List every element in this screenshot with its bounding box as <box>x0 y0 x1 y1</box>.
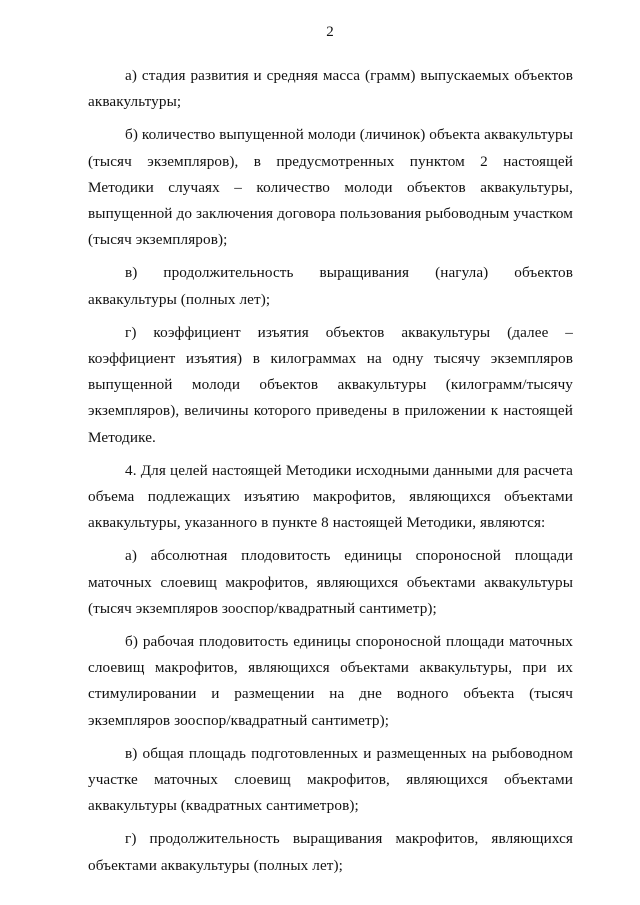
paragraph-4-macrophytes-source-data: 4. Для целей настоящей Методики исходными данными для расчета объема подлежащих изъятию макрофитов, являющихся объектами аквакультуры, указанного в пункте 8 настоящей Методики, являются: <box>88 461 573 532</box>
page-number: 2 <box>326 24 334 40</box>
paragraph-4b-working-fecundity: б) рабочая плодовитость единицы спороносной площади маточных слоевищ макрофитов, являющихся объектами аквакультуры, при их стимулировании и размещении на дне водного объекта (тысяч экземпляров зооспор/квадратный сантиметр); <box>88 633 573 729</box>
paragraph-3b-released-juveniles: б) количество выпущенной молоди (личинок) объекта аквакультуры (тысяч экземпляров), в предусмотренных пунктом 2 настоящей Методики случаях – количество молоди объектов аквакультуры, выпущенной до заключения договора пользования рыбоводным участком (тысяч экземпляров); <box>88 126 574 249</box>
document-body <box>88 63 573 879</box>
paragraph-3a-stage-and-mass: а) стадия развития и средняя масса (грамм) выпускаемых объектов аквакультуры; <box>88 67 573 111</box>
paragraph-3g-harvest-coefficient: г) коэффициент изъятия объектов аквакультуры (далее – коэффициент изъятия) в килограммах на одну тысячу экземпляров выпущенной молоди объектов аквакультуры (килограмм/тысячу экземпляров), величины которого приведены в приложении к настоящей Методике. <box>88 323 573 446</box>
paragraph-4g-macrophyte-growing-duration: г) продолжительность выращивания макрофитов, являющихся объектами аквакультуры (полных лет); <box>88 830 573 874</box>
paragraph-3v-growing-duration: в) продолжительность выращивания (нагула) объектов аквакультуры (полных лет); <box>88 264 573 308</box>
paragraph-4v-total-area: в) общая площадь подготовленных и размещенных на рыбоводном участке маточных слоевищ макрофитов, являющихся объектами аквакультуры (квадратных сантиметров); <box>88 744 573 815</box>
paragraph-4a-absolute-fecundity: а) абсолютная плодовитость единицы спороносной площади маточных слоевищ макрофитов, являющихся объектами аквакультуры (тысяч экземпляров зооспор/квадратный сантиметр); <box>88 547 573 617</box>
